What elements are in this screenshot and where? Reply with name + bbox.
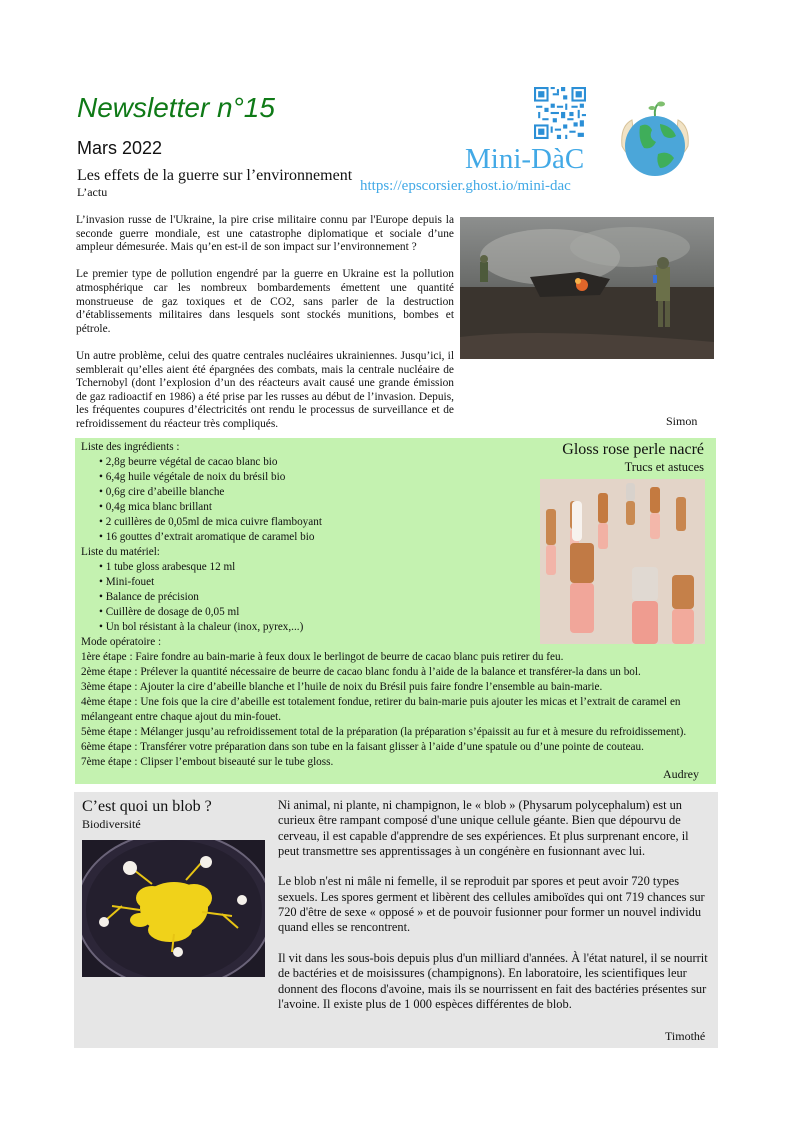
list-item: • Balance de précision	[99, 590, 709, 605]
war-article-body	[76, 214, 454, 445]
method-heading: Mode opératoire :	[81, 636, 162, 648]
list-item: • 0,6g cire d’abeille blanche	[99, 485, 709, 500]
war-article-author: Simon	[666, 414, 698, 428]
list-item: • 6,4g huile végétale de noix du brésil bio	[99, 470, 709, 485]
list-item: • 1 tube gloss arabesque 12 ml	[99, 560, 709, 575]
earth-hands-logo	[618, 96, 692, 182]
website-link[interactable]: https://epscorsier.ghost.io/mini-dac	[360, 178, 571, 194]
blob-article-body	[278, 798, 710, 1027]
blob-paragraph: Il vit dans les sous-bois depuis plus d'un milliard d'années. À l'état naturel, il se nourrit de bactéries et de moisissures (champignons). En laboratoire, les scientifiques leur donnent des flocons d'avoine, mais ils se nourrissent en fait des bactéries présentes sur l'avoine. Il existe plus de 1 000 espèces différentes de blob.	[278, 950, 708, 1011]
gloss-article-title: Gloss rose perle nacré	[562, 441, 704, 458]
list-item: • 16 gouttes d’extrait aromatique de caramel bio	[99, 530, 709, 545]
step: 4ème étape : Une fois que la cire d’abeille est totalement fondue, retirer du bain-marie puis ajouter les micas et l’extrait de caramel en mélangeant entre chaque ajout du min-fouet.	[81, 696, 681, 723]
step: 6ème étape : Transférer votre préparation dans son tube en la faisant glisser à l’aide d’une spatule ou d’une pointe de couteau.	[81, 741, 644, 753]
step: 1ère étape : Faire fondre au bain-marie à feux doux le berlingot de beurre de cacao blanc puis retirer du feu.	[81, 651, 564, 663]
war-paragraph: Un autre problème, celui des quatre centrales nucléaires ukrainiennes. Jusqu’ici, il semblerait qu’elles aient été épargnées des combats, mais la centrale nucléaire de Tchernobyl (dont l’explosion d’un des réacteurs avait causé une grande émission de gaz radioactif en 1986) a été prise par les russes au début de l’invasion. Depuis, les fréquentes coupures d’électricités ont rendu le processus de surveillance et de refroidissement du réacteur très compliqués.	[76, 349, 454, 430]
war-paragraph: L’invasion russe de l'Ukraine, la pire crise militaire connu par l'Europe depuis la seconde guerre mondiale, est une catastrophe diplomatique et sociale d’une ampleur démesurée. Mais qu’en est-il de son impact sur l’environnement ?	[76, 214, 454, 254]
list-item: • Cuillère de dosage de 0,05 ml	[99, 605, 709, 620]
newsletter-title: Newsletter n°15	[77, 92, 275, 123]
step: 2ème étape : Prélever la quantité nécessaire de beurre de cacao blanc fondu à l’aide de la balance et transférer-la dans un bol.	[81, 666, 641, 678]
blob-paragraph: Le blob n'est ni mâle ni femelle, il se reproduit par spores et peut avoir 720 types sexuels. Les spores germent et libèrent des cellules amiboïdes qui ont 719 chances sur 720 d'être de sexe « opposé » et de pouvoir fusionner pour former un nouvel individu quand elles se rencontrent.	[278, 874, 705, 935]
blob-article-author: Timothé	[665, 1029, 706, 1043]
blob-article-title: C’est quoi un blob ?	[82, 798, 212, 815]
materials-heading: Liste du matériel:	[81, 546, 160, 558]
step: 7ème étape : Clipser l’embout biseauté sur le tube gloss.	[81, 756, 334, 768]
qr-code-icon	[534, 87, 586, 139]
blob-paragraph: Ni animal, ni plante, ni champignon, le « blob » (Physarum polycephalum) est un curieux être rampant composé d'une unique cellule géante. Bien que dépourvu de cerveau, il est capable d'apprendre de ses expériences. Et plus surprenant encore, il peut transmettre ses apprentissages à un congénère en fusionnant avec lui.	[278, 798, 689, 858]
gloss-article-rubric: Trucs et astuces	[624, 460, 704, 474]
blob-petri-photo	[82, 840, 265, 977]
war-soldiers-photo	[460, 217, 714, 359]
gloss-tubes-photo	[540, 479, 705, 644]
list-item: • 2,8g beurre végétal de cacao blanc bio	[99, 455, 709, 470]
issue-date: Mars 2022	[77, 138, 163, 158]
war-article-heading: Les effets de la guerre sur l’environnement	[77, 167, 353, 184]
war-article-rubric: L’actu	[77, 185, 108, 199]
gloss-article-author: Audrey	[663, 767, 699, 781]
step: 5ème étape : Mélanger jusqu’au refroidissement total de la préparation (la préparation s’épaissit au fur et à mesure du refroidissement).	[81, 726, 687, 738]
list-item: • 0,4g mica blanc brillant	[99, 500, 709, 515]
step: 3ème étape : Ajouter la cire d’abeille blanche et l’huile de noix du Brésil puis faire fondre l’ensemble au bain-marie.	[81, 681, 603, 693]
list-item: • 2 cuillères de 0,05ml de mica cuivre flamboyant	[99, 515, 709, 530]
war-article-title	[77, 167, 352, 200]
list-item: • Mini-fouet	[99, 575, 709, 590]
war-paragraph: Le premier type de pollution engendré par la guerre en Ukraine est la pollution atmosphérique car les nombreux bombardements émettent une quantité monstrueuse de gaz toxiques et de CO2, sans parler de la destruction d’établissements militaires dans lesquels sont stockés munitions, bombes et pétrole.	[76, 268, 454, 335]
brand-name: Mini-DàC	[465, 143, 585, 175]
list-item: • Un bol résistant à la chaleur (inox, pyrex,...)	[99, 620, 709, 635]
blob-article-rubric: Biodiversité	[82, 817, 141, 831]
ingredients-heading: Liste des ingrédients :	[81, 441, 180, 453]
